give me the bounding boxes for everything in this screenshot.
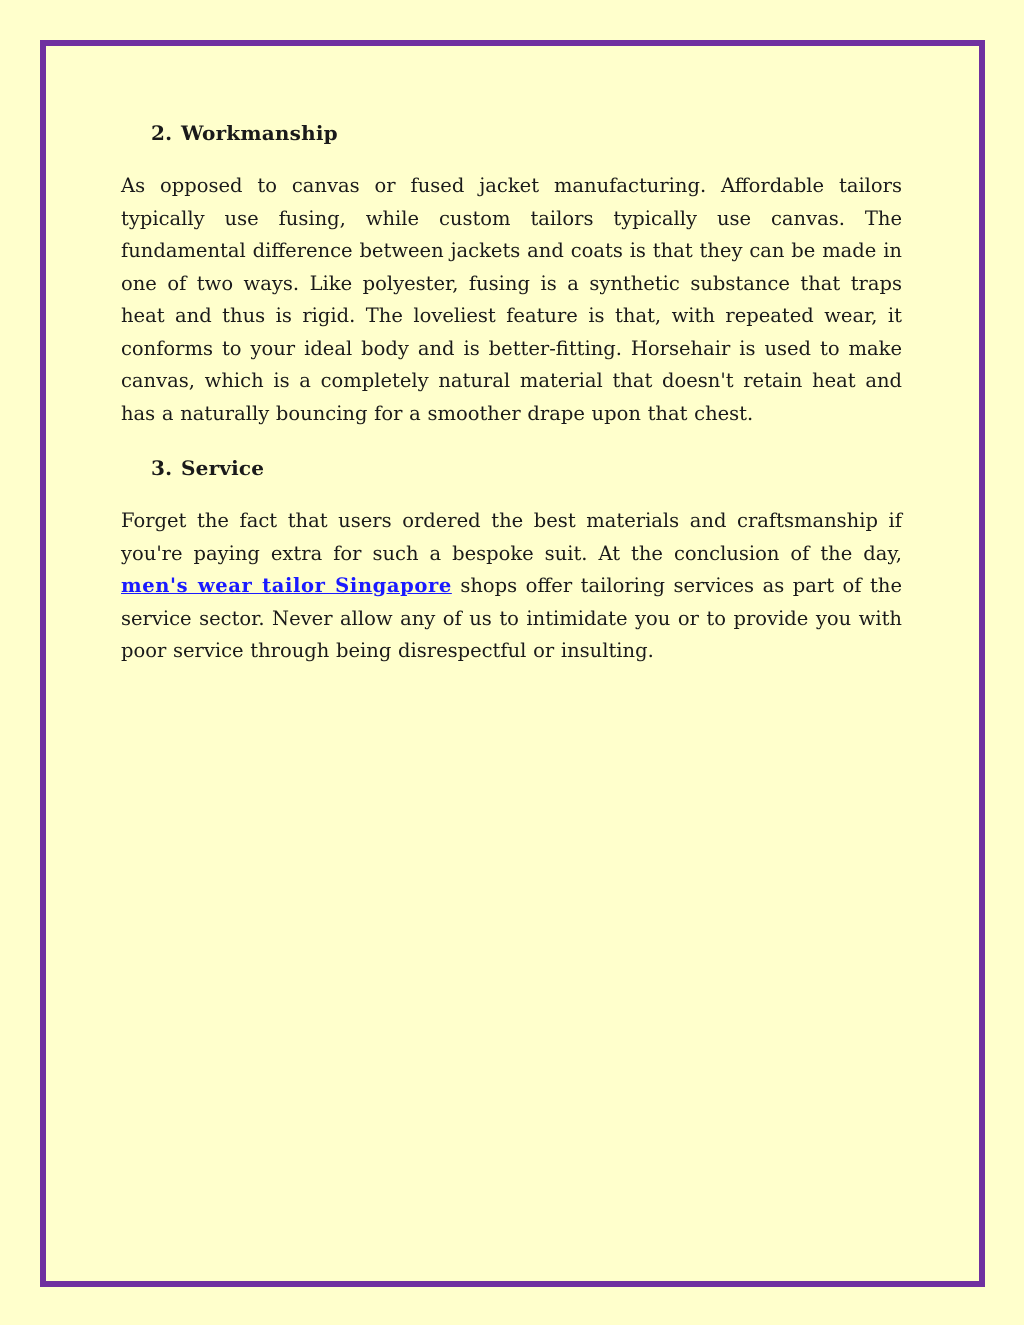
service-text-before-link: Forget the fact that users ordered the best materials and craftsmanship if you're paying extra for such a bespoke suit. At the conclusion of the day, — [121, 509, 902, 565]
section-number: 3. — [151, 456, 173, 480]
section-heading-service — [151, 453, 902, 483]
mens-wear-tailor-link[interactable]: men's wear tailor Singapore — [121, 574, 452, 597]
document-body — [121, 118, 902, 691]
section-heading-workmanship — [151, 118, 902, 148]
section-title: Workmanship — [181, 121, 338, 145]
service-paragraph — [121, 505, 902, 668]
section-title: Service — [181, 456, 265, 480]
workmanship-paragraph: As opposed to canvas or fused jacket manufacturing. Affordable tailors typically use fusing, while custom tailors typically use canvas. The fundamental difference between jackets and coats is that they can be made in one of two ways. Like polyester, fusing is a synthetic substance that traps heat and thus is rigid. The loveliest feature is that, with repeated wear, it conforms to your ideal body and is better-fitting. Horsehair is used to make canvas, which is a completely natural material that doesn't retain heat and has a naturally bouncing for a smoother drape upon that chest. — [121, 174, 902, 425]
section-number: 2. — [151, 121, 173, 145]
service-text-after-link: shops offer tailoring services as part of the service sector. Never allow any of us to intimidate you or to provide you with poor service through being disrespectful or insulting. — [121, 574, 902, 662]
